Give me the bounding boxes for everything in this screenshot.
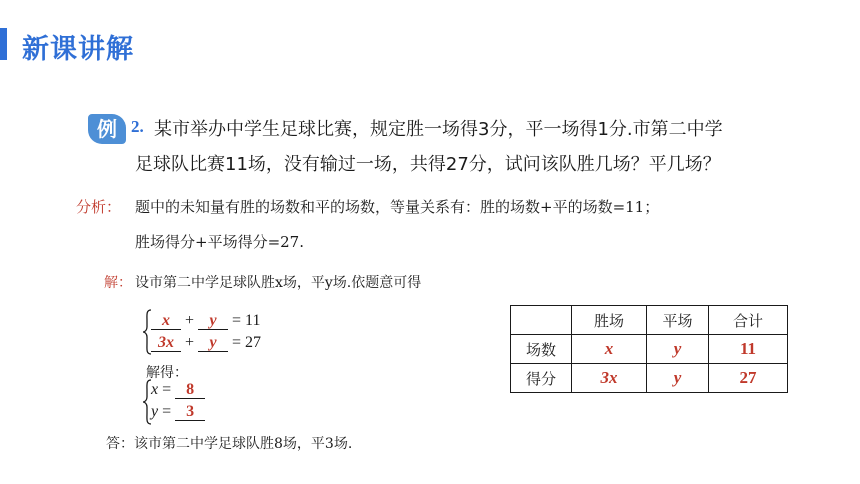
example-number: 2.: [131, 117, 144, 136]
example-badge: 例: [88, 114, 126, 144]
page-title: 新课讲解: [22, 34, 134, 65]
table-header-cell: 平场: [647, 306, 709, 335]
table-row: [511, 364, 788, 393]
blank-eq1-b: y: [198, 313, 228, 330]
table-row: [511, 335, 788, 364]
blank-y-value: 3: [175, 404, 205, 421]
analysis-line-2: 胜场得分+平场得分=27.: [135, 233, 304, 251]
plus-sign: +: [185, 334, 195, 351]
equals-sign: =: [162, 381, 172, 398]
system2-equation-2: [151, 403, 205, 421]
question-line-1: 某市举办中学生足球比赛，规定胜一场得3分，平一场得1分.市第二中学: [154, 119, 723, 140]
analysis-label: 分析：: [76, 198, 122, 216]
results-table: [510, 305, 788, 393]
var-x: x: [151, 381, 159, 398]
blank-x-value: 8: [175, 382, 205, 399]
var-y: y: [151, 403, 159, 420]
eq2-rhs: = 27: [232, 334, 262, 351]
table-header-cell: 胜场: [572, 306, 647, 335]
blank-eq2-b: y: [198, 335, 228, 352]
solution-label: 解：: [104, 275, 132, 291]
eq1-rhs: = 11: [232, 312, 261, 329]
table-header-row: [511, 306, 788, 335]
answer-line: 答：该市第二中学足球队胜8场，平3场.: [106, 436, 353, 452]
table-cell: y: [647, 335, 709, 364]
plus-sign: +: [185, 312, 195, 329]
system1-equation-1: [151, 312, 260, 330]
question-line-2: 足球队比赛11场，没有输过一场，共得27分，试问该队胜几场？平几场？: [135, 154, 721, 175]
blank-eq2-a: 3x: [151, 335, 181, 352]
header-accent-bar: [0, 28, 7, 60]
system1-equation-2: [151, 334, 261, 352]
solution-setup-line: 设市第二中学足球队胜x场，平y场.依题意可得: [135, 275, 422, 291]
table-cell: 11: [709, 335, 788, 364]
solve-label: 解得：: [146, 365, 188, 381]
analysis-line-1: 题中的未知量有胜的场数和平的场数，等量关系有：胜的场数+平的场数=11；: [135, 198, 660, 216]
table-cell: 27: [709, 364, 788, 393]
table-row-label: 得分: [511, 364, 572, 393]
table-cell: x: [572, 335, 647, 364]
table-row-label: 场数: [511, 335, 572, 364]
table-cell: y: [647, 364, 709, 393]
table-cell: 3x: [572, 364, 647, 393]
equals-sign: =: [162, 403, 172, 420]
table-header-cell: 合计: [709, 306, 788, 335]
table-header-cell: [511, 306, 572, 335]
blank-eq1-a: x: [151, 313, 181, 330]
system2-equation-1: [151, 381, 205, 399]
